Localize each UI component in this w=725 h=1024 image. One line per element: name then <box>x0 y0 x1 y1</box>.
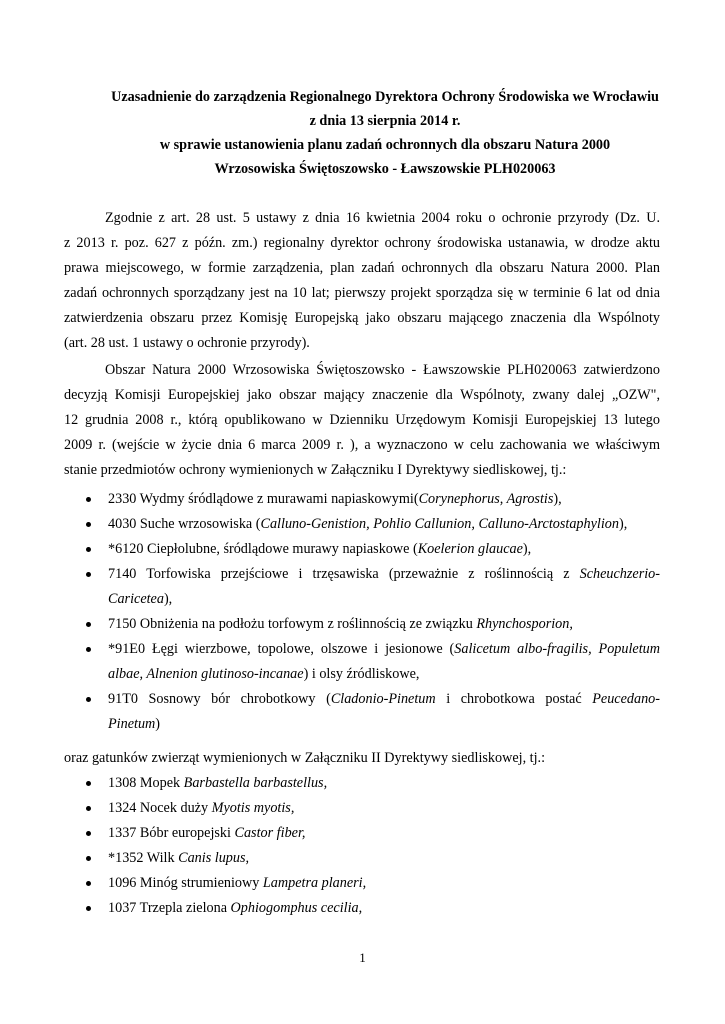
list-item <box>86 512 686 537</box>
item-latin-name: Cladonio-Pinetum <box>330 691 436 707</box>
list-item <box>86 537 686 562</box>
paragraph-line: prawa miejscowego, w formie zarządzenia, plan zadań ochronnych dla obszaru Natura 2000. Plan <box>64 260 660 276</box>
bullet-icon <box>86 831 91 836</box>
item-text: 1324 Nocek duży <box>108 800 212 816</box>
item-latin-name: Salicetum albo-fragilis, Populetum <box>454 641 661 657</box>
item-latin-name: Rhynchosporion, <box>476 616 573 632</box>
bullet-icon <box>86 881 91 886</box>
bullet-icon <box>86 781 91 786</box>
bullet-icon <box>86 647 91 652</box>
paragraph-line: oraz gatunków zwierząt wymienionych w Załączniku II Dyrektywy siedliskowej, tj.: <box>64 750 546 766</box>
species-intro <box>64 746 660 771</box>
title-line-4: Wrzosowiska Świętoszowsko - Ławszowskie PLH020063 <box>214 161 556 177</box>
list-item <box>86 796 686 821</box>
list-item <box>86 871 686 896</box>
item-latin-name: Ophiogomphus cecilia, <box>230 900 363 916</box>
bullet-icon <box>86 906 91 911</box>
bullet-icon <box>86 547 91 552</box>
item-text: i chrobotkowa postać <box>435 691 593 707</box>
item-latin-name: Caricetea <box>108 591 164 607</box>
item-text: 1337 Bóbr europejski <box>108 825 235 841</box>
item-latin-name: Myotis myotis, <box>211 800 295 816</box>
item-latin-name: Scheuchzerio- <box>579 566 660 582</box>
bullet-icon <box>86 856 91 861</box>
list-item <box>86 487 686 512</box>
paragraph-line: (art. 28 ust. 1 ustawy o ochronie przyrody). <box>64 335 310 351</box>
item-latin-name: Lampetra planeri, <box>262 875 367 891</box>
item-text: ), <box>553 491 562 507</box>
list-item <box>86 562 686 612</box>
bullet-icon <box>86 697 91 702</box>
item-text: 1308 Mopek <box>108 775 184 791</box>
item-latin-name: Calluno-Genistion, Pohlio Callunion, Calluno-Arctostaphylion <box>260 516 619 532</box>
item-text: 91T0 Sosnowy bór chrobotkowy ( <box>108 691 331 707</box>
list-item <box>86 821 686 846</box>
item-text: *6120 Ciepłolubne, śródlądowe murawy napiaskowe ( <box>108 541 418 557</box>
item-text: ), <box>619 516 628 532</box>
paragraph-line: zadań ochronnych sporządzany jest na 10 lat; pierwszy projekt sporządza się w terminie 6 lat od dnia <box>64 285 660 301</box>
item-latin-name: Koelerion glaucae <box>417 541 523 557</box>
page-number: 1 <box>359 950 366 965</box>
item-text: 7140 Torfowiska przejściowe i trzęsawiska (przeważnie z roślinnością z <box>108 566 580 582</box>
item-text: ) <box>155 716 161 732</box>
paragraph-legal-basis <box>64 206 660 356</box>
paragraph-line: Obszar Natura 2000 Wrzosowiska Świętoszowsko - Ławszowskie PLH020063 zatwierdzono <box>105 362 660 378</box>
paragraph-ozw <box>64 358 660 483</box>
list-item <box>86 896 686 921</box>
title-line-2: z dnia 13 sierpnia 2014 r. <box>309 113 461 129</box>
title-line-3: w sprawie ustanowienia planu zadań ochronnych dla obszaru Natura 2000 <box>159 137 611 153</box>
item-text: ), <box>522 541 532 557</box>
document-title <box>60 85 710 181</box>
list-item <box>86 637 686 687</box>
item-text: *91E0 Łęgi wierzbowe, topolowe, olszowe i jesionowe ( <box>108 641 455 657</box>
paragraph-line: z 2013 r. poz. 627 z późn. zm.) regionalny dyrektor ochrony środowiska ustanawia, w drodze aktu <box>64 235 660 251</box>
bullet-icon <box>86 497 91 502</box>
paragraph-line: 2009 r. (wejście w życie dnia 6 marca 2009 r. ), a wyznaczono w celu zachowania we właściwym <box>64 437 660 453</box>
title-line-1: Uzasadnienie do zarządzenia Regionalnego Dyrektora Ochrony Środowiska we Wrocławiu <box>111 89 659 105</box>
item-text: 1096 Minóg strumieniowy <box>108 875 263 891</box>
item-text: *1352 Wilk <box>108 850 179 866</box>
bullet-icon <box>86 522 91 527</box>
bullet-icon <box>86 806 91 811</box>
species-list <box>86 771 686 921</box>
paragraph-line: Zgodnie z art. 28 ust. 5 ustawy z dnia 16 kwietnia 2004 roku o ochronie przyrody (Dz. U. <box>105 210 660 226</box>
item-latin-name: albae, Alnenion glutinoso-incanae <box>108 666 304 682</box>
paragraph-line: decyzją Komisji Europejskiej jako obszar mający znaczenie dla Wspólnoty, zwany dalej „OZW", <box>64 387 660 403</box>
item-text: 4030 Suche wrzosowiska ( <box>108 516 261 532</box>
item-text: ), <box>163 591 173 607</box>
paragraph-line: zatwierdzenia obszaru przez Komisję Europejską jako obszaru mającego znaczenia dla Wspólnoty <box>64 310 660 326</box>
habitat-list <box>86 487 686 737</box>
bullet-icon <box>86 572 91 577</box>
item-latin-name: Corynephorus, Agrostis <box>418 491 554 507</box>
item-latin-name: Castor fiber, <box>234 825 306 841</box>
paragraph-line: stanie przedmiotów ochrony wymienionych w Załączniku I Dyrektywy siedliskowej, tj.: <box>64 462 567 478</box>
item-text: 2330 Wydmy śródlądowe z murawami napiaskowymi( <box>108 491 419 507</box>
list-item <box>86 687 686 737</box>
item-latin-name: Pinetum <box>108 716 156 732</box>
item-latin-name: Canis lupus, <box>178 850 250 866</box>
item-latin-name: Barbastella barbastellus, <box>183 775 328 791</box>
item-text: 1037 Trzepla zielona <box>108 900 231 916</box>
list-item <box>86 612 686 637</box>
item-text: ) i olsy źródliskowe, <box>303 666 420 682</box>
item-text: 7150 Obniżenia na podłożu torfowym z roślinnością ze związku <box>108 616 477 632</box>
paragraph-line: 12 grudnia 2008 r., którą opublikowano w Dzienniku Urzędowym Komisji Europejskiej 13 lutego <box>64 412 660 428</box>
list-item <box>86 771 686 796</box>
list-item <box>86 846 686 871</box>
bullet-icon <box>86 622 91 627</box>
item-latin-name: Peucedano- <box>592 691 660 707</box>
